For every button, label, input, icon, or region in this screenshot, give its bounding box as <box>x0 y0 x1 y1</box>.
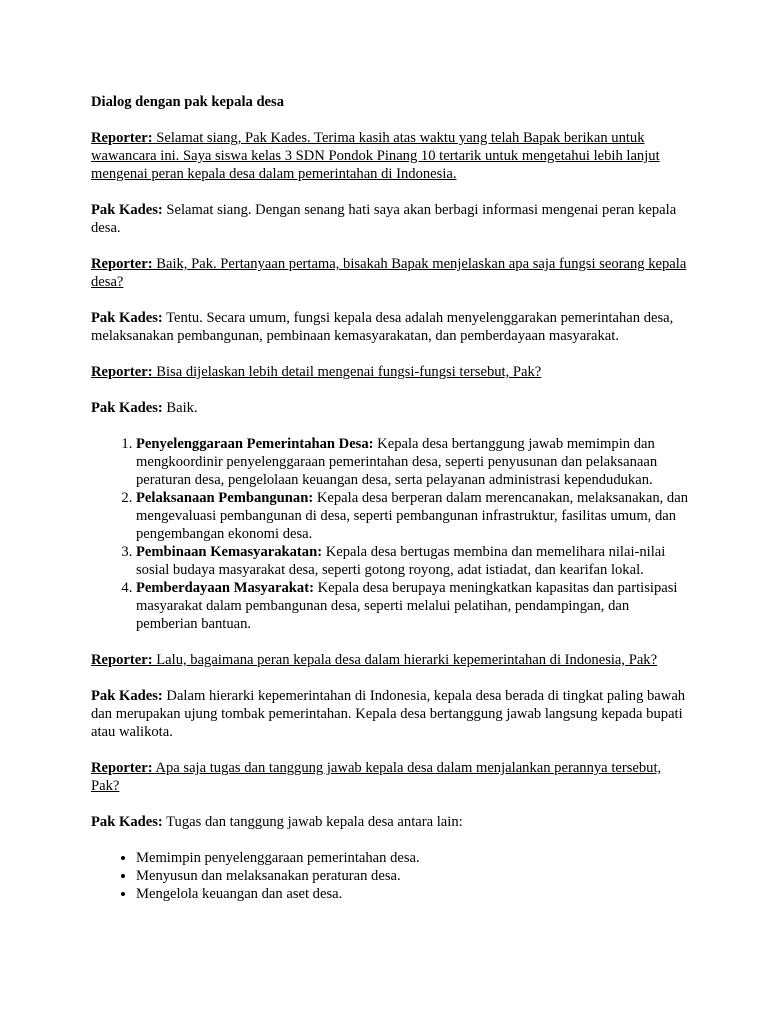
speaker-label: Pak Kades: <box>91 688 163 704</box>
dialog-kades-5 <box>91 813 691 831</box>
dialog-kades-1 <box>91 201 691 237</box>
dialog-text: Apa saja tugas dan tanggung jawab kepala desa dalam menjalankan perannya tersebut, Pak? <box>91 760 662 794</box>
list-item: • Mengelola keuangan dan aset desa. <box>136 885 691 903</box>
list-item <box>136 579 691 633</box>
list-item <box>136 489 691 543</box>
dialog-reporter-2 <box>91 255 691 291</box>
dialog-reporter-3 <box>91 363 691 381</box>
dialog-text: Bisa dijelaskan lebih detail mengenai fungsi-fungsi tersebut, Pak? <box>152 364 542 380</box>
speaker-label: Pak Kades: <box>91 814 163 830</box>
list-item: • Menyusun dan melaksanakan peraturan desa. <box>136 867 691 885</box>
speaker-label: Reporter: <box>91 760 153 776</box>
document-title: Dialog dengan pak kepala desa <box>91 94 285 110</box>
speaker-label: Reporter: <box>91 364 153 380</box>
dialog-reporter-5 <box>91 759 691 795</box>
speaker-label: Pak Kades: <box>91 310 163 326</box>
speaker-label: Reporter: <box>91 652 153 668</box>
duties-list <box>91 849 691 903</box>
function-term: Pembinaan Kemasyarakatan: <box>136 544 323 560</box>
dialog-kades-2 <box>91 309 691 345</box>
speaker-label: Reporter: <box>91 256 153 272</box>
dialog-text: Tugas dan tanggung jawab kepala desa antara lain: <box>162 814 463 830</box>
dialog-text: Dalam hierarki kepemerintahan di Indonesia, kepala desa berada di tingkat paling bawah dan merupakan ujung tombak pemerintahan. Kepala desa bertanggung jawab langsung kepada bupati atau walikota. <box>91 688 686 740</box>
function-desc: Kepala desa berupaya meningkatkan kapasitas dan partisipasi masyarakat dalam pembangunan desa, seperti melalui pelatihan, pendampingan, dan pemberian bantuan. <box>136 580 678 632</box>
document-page <box>91 93 691 903</box>
dialog-text: Selamat siang, Pak Kades. Terima kasih atas waktu yang telah Bapak berikan untuk wawancara ini. Saya siswa kelas 3 SDN Pondok Pinang 10 tertarik untuk mengetahui lebih lanjut mengenai peran kepala desa dalam pemerintahan di Indonesia. <box>91 130 660 182</box>
dialog-reporter-1 <box>91 129 691 183</box>
speaker-label: Pak Kades: <box>91 202 163 218</box>
dialog-text: Selamat siang. Dengan senang hati saya akan berbagi informasi mengenai peran kepala desa. <box>91 202 677 236</box>
function-desc: Kepala desa bertanggung jawab memimpin dan mengkoordinir penyelenggaraan pemerintahan desa, seperti penyusunan dan pelaksanaan peraturan desa, pengelolaan keuangan desa, serta pelayanan administrasi kependudukan. <box>136 436 658 488</box>
dialog-text: Tentu. Secara umum, fungsi kepala desa adalah menyelenggarakan pemerintahan desa, melaksanakan pembangunan, pembinaan kemasyarakatan, dan pemberdayaan masyarakat. <box>91 310 674 344</box>
function-desc: Kepala desa berperan dalam merencanakan, melaksanakan, dan mengevaluasi pembangunan di desa, seperti pembangunan infrastruktur, fasilitas umum, dan pengembangan ekonomi desa. <box>136 490 688 542</box>
dialog-text: Baik. <box>162 400 198 416</box>
list-item <box>136 543 691 579</box>
function-term: Pemberdayaan Masyarakat: <box>136 580 314 596</box>
function-desc: Kepala desa bertugas membina dan memelihara nilai-nilai sosial budaya masyarakat desa, seperti gotong royong, adat istiadat, dan kearifan lokal. <box>136 544 666 578</box>
dialog-kades-4 <box>91 687 691 741</box>
dialog-kades-3 <box>91 399 691 417</box>
dialog-reporter-4 <box>91 651 691 669</box>
speaker-label: Pak Kades: <box>91 400 163 416</box>
list-item <box>136 435 691 489</box>
functions-list <box>91 435 691 633</box>
list-item: • Memimpin penyelenggaraan pemerintahan desa. <box>136 849 691 867</box>
dialog-text: Baik, Pak. Pertanyaan pertama, bisakah Bapak menjelaskan apa saja fungsi seorang kepala desa? <box>91 256 687 290</box>
dialog-text: Lalu, bagaimana peran kepala desa dalam hierarki kepemerintahan di Indonesia, Pak? <box>152 652 658 668</box>
function-term: Penyelenggaraan Pemerintahan Desa: <box>136 436 374 452</box>
function-term: Pelaksanaan Pembangunan: <box>136 490 314 506</box>
speaker-label: Reporter: <box>91 130 153 146</box>
